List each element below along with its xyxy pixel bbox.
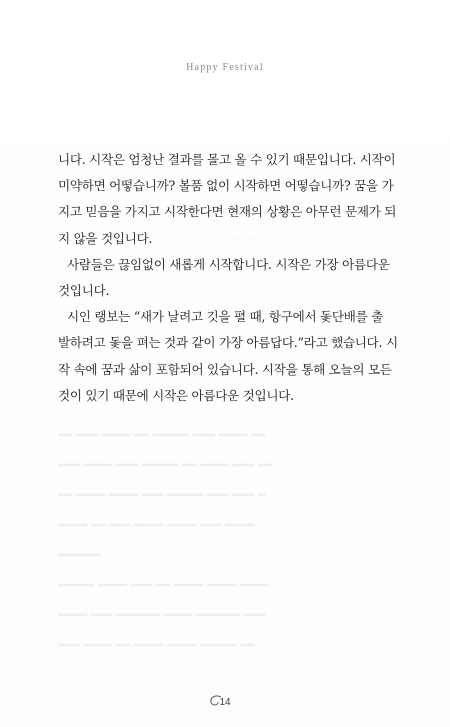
running-head: Happy Festival [186,62,264,73]
swirl-ornament-icon [209,694,223,708]
text-line: 니다. 시작은 엄청난 결과를 몰고 올 수 있기 때문입니다. 시작이 [58,152,396,167]
text-line: 사람들은 끊임없이 새롭게 시작합니다. 시작은 가장 아름다운 [67,256,390,272]
text-line: 시인 랭보는 “새가 날려고 깃을 펼 때, 항구에서 돛단배를 출 [67,309,384,325]
page-number: 14 [219,697,231,708]
text-line: 작 속에 꿈과 삶이 포함되어 있습니다. 시작을 통해 오늘의 모든 [58,361,392,377]
text-line: 지 않을 것입니다. [58,230,153,246]
text-line: 지고 믿음을 가지고 시작한다면 현재의 상황은 아무런 문제가 되 [58,204,397,220]
text-line: 미약하면 어떻습니까? 볼품 없이 시작하면 어떻습니까? 꿈을 가 [58,178,394,194]
text-line: 것이 있기 때문에 시작은 아름다운 것입니다. [58,387,294,403]
page-footer [0,690,450,709]
paragraph-3 [58,304,402,409]
paragraph-1 [58,147,402,252]
text-line: 것입니다. [58,283,110,299]
text-line: 발하려고 돛을 펴는 것과 같이 가장 아름답다.”라고 했습니다. 시 [58,335,398,351]
show-through-text: ━━ ━━━ ━━━━ ━━ ━━━━━ ━━━ ━━━━ ━━ ━━━ ━━━━ ━━━ ━━━━━ ━━ ━━━━ ━━━ ━━ ━━ ━━━━ ━━━━ ━━━ ━━━━━ ━━━ ━━━ ━ ━━━━ ━━ ━━━ ━━━━ ━━━━ ━━━ ━━━━ ━━━━━━ ━━━━━ ━━━━ ━━━ ━━ ━━━━ ━━━━ ━━━━ ━━━━ ━━━ ━━━━━━ ━━━━ ━━━━━━ ━━━ ━━━ ━━━━ ━━ ━━━━ ━━━━ ━━━━━ ━━ [58,428,273,652]
page-number-wrap [219,697,230,708]
paragraph-2 [58,252,402,304]
show-through-decoration: ~ ~ ~ [220,232,255,245]
body-text [58,147,402,409]
